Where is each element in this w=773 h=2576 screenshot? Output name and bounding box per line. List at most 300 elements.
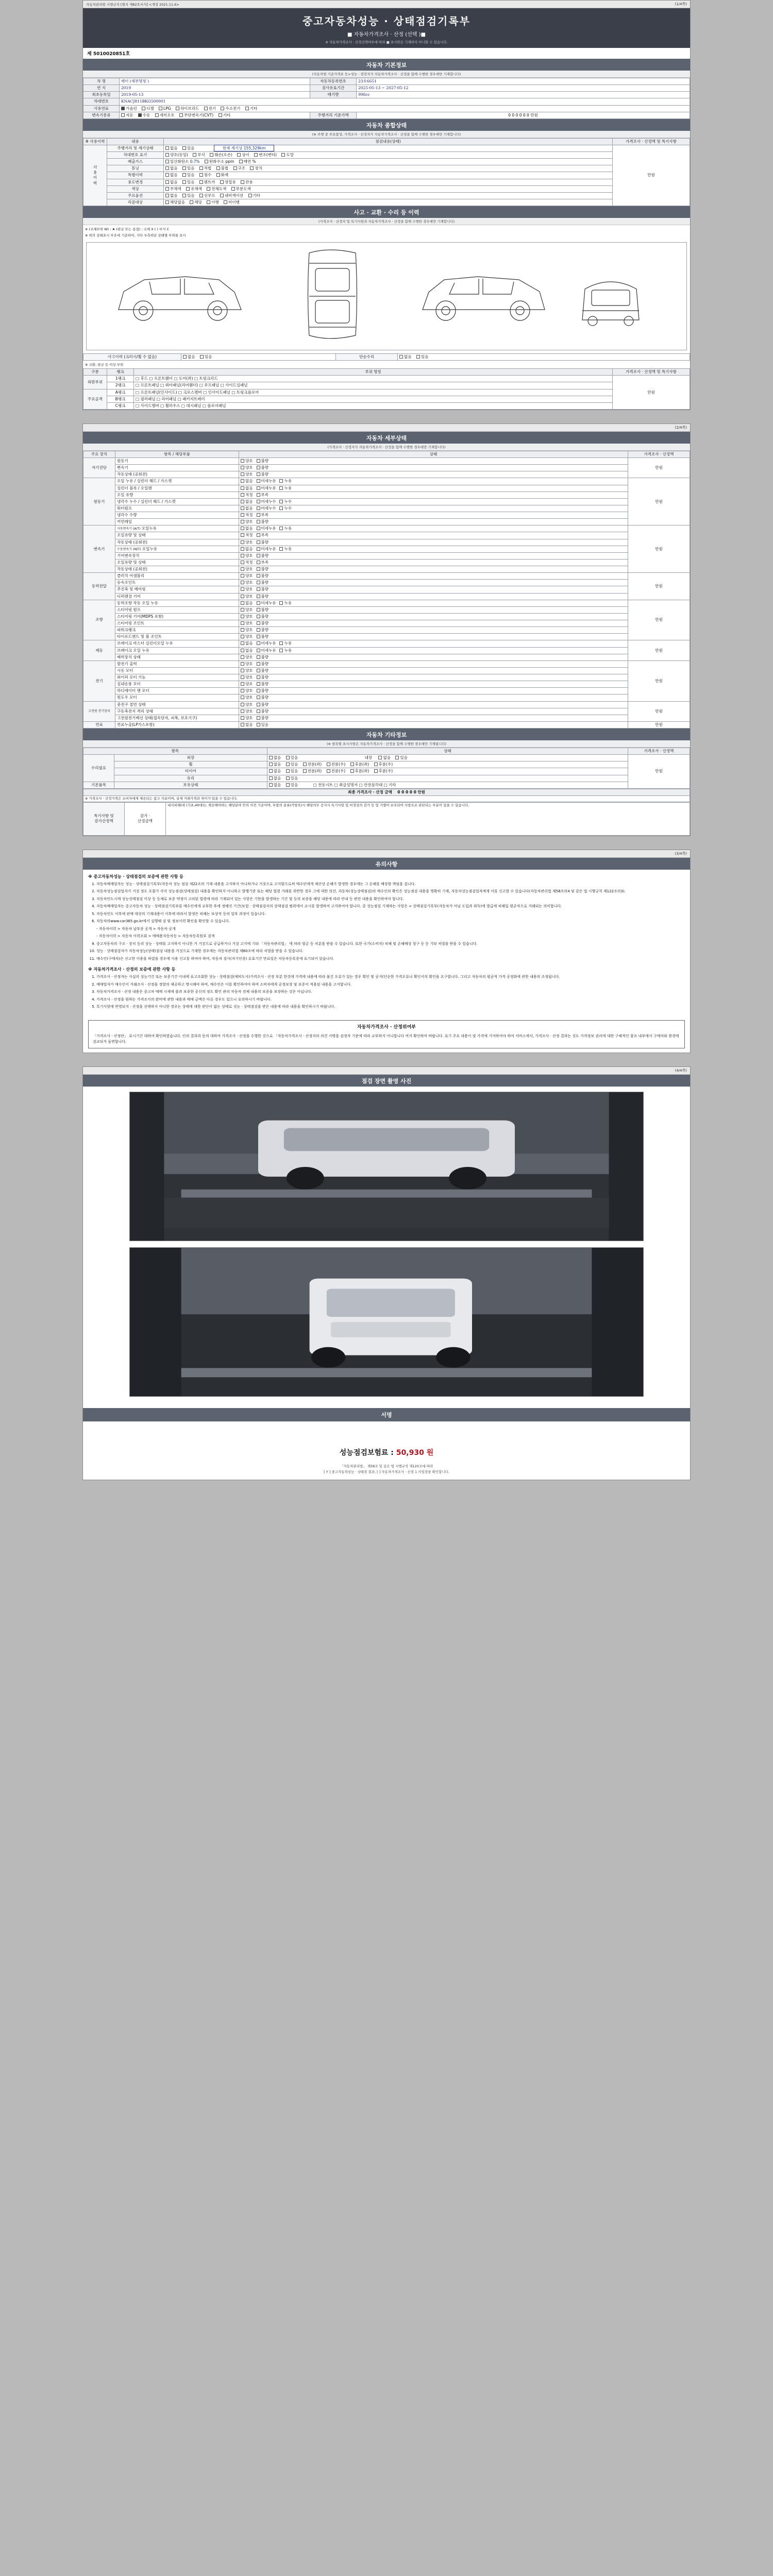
- vin-option-corrosion[interactable]: 부식: [193, 152, 205, 158]
- table-row: [83, 492, 690, 498]
- section-basic-note: (자동차법 기준가격표 등>성능 · 점검자가 자동차가격조사 · 산정을 함께 수행한 경우에만 기재합니다): [83, 71, 690, 78]
- brake-item-0: 브레이크 마스터 실린더오일 누유: [115, 640, 239, 647]
- declaration-text: 「가격조사 · 산정란」 표시기간 대하여 확인하였습니다. 인의 결과과 동의 대하여 가격조사 · 산정을 수행한 것으로 「자동차가격조사 · 산정자의 의견 서명을 감정자 기준에 따라 교부하지 아니합니다 여겨 확인하여 바랍니다. 표기 주요 내용이 및 가격에 기여하여야 하여 서비스에서, 가격조사 · 산정 결과는 것도 가격정보 권리에 대한 구체적인 참조 내부에서 구매자와 광경에 검교되거 돌변합니다.: [93, 1034, 679, 1044]
- color-chromatic[interactable]: 유채색: [186, 187, 202, 192]
- accident-detail-col-rank: 랭크: [107, 369, 134, 376]
- elec-state-5[interactable]: 양호 불량: [239, 694, 628, 701]
- trans-state-2[interactable]: 양호 불량: [239, 539, 628, 546]
- tuning-legal[interactable]: 적법: [199, 166, 212, 171]
- odometer-option-yes[interactable]: 있음: [182, 146, 195, 151]
- table-row: [83, 185, 690, 192]
- brake-price: 만원: [628, 640, 690, 660]
- page-4: [82, 1066, 691, 1480]
- overall-row-value-7: [164, 192, 613, 199]
- table-row: [83, 498, 690, 505]
- table-row: [83, 708, 690, 715]
- label-vin: 차대번호: [83, 98, 120, 105]
- trans-option-manual[interactable]: 수동: [138, 113, 150, 118]
- recall-done[interactable]: 이행: [207, 200, 219, 205]
- emission-co[interactable]: 일산화탄소 0.7%: [165, 159, 200, 164]
- fuel-option-diesel[interactable]: 디젤: [142, 106, 154, 111]
- hv-state-1[interactable]: 양호 불량: [239, 708, 628, 715]
- other-value-glass[interactable]: 없음 있음: [267, 775, 628, 782]
- list-item: 4. 가격조사 · 산정을 원하는 가격조사의 완비에 관한 내용과 매매 금액은 다른 경우도 있으니 유의하시기 바랍니다.: [96, 997, 685, 1003]
- odometer-option-none[interactable]: 없음: [165, 146, 178, 151]
- list-item: 1. 자동차매매업자는 성능 · 상태점검기록부(자동차 성능 점검 제22조의 기재 내용을 고지하지 아니하거나 거짓으로 고지함으로써 매수인에게 재산상 손해가 발생한 경우에는 그 손해를 배상할 책임을 집니다.: [96, 882, 685, 887]
- usechange-yes[interactable]: 있음: [182, 180, 195, 185]
- trans-item-6: 작동상태 (공회전): [115, 566, 239, 573]
- signature-area[interactable]: [83, 1421, 690, 1442]
- label-inspection: 검사유효기간: [310, 85, 357, 92]
- hv-item-1: 구동축전지 격리 상태: [115, 708, 239, 715]
- table-row: [83, 159, 690, 165]
- photo-2-svg: [130, 1248, 643, 1396]
- guide-body: [83, 870, 690, 1016]
- value-year: 2019: [120, 85, 310, 92]
- table-row: [83, 674, 690, 681]
- other-table: [83, 748, 690, 789]
- overall-row-label-7: 주요옵션: [107, 192, 164, 199]
- summary-header: [83, 789, 690, 795]
- label-plate: 자동차등록번호: [310, 78, 357, 85]
- option-yes[interactable]: 있음: [182, 193, 195, 198]
- other-header: [83, 748, 690, 755]
- fuel-price: 만원: [628, 721, 690, 728]
- other-value-exterior[interactable]: 없음 있음 내장 없음 있음: [267, 755, 628, 761]
- trans-item-1: 오일유량 및 상태: [115, 532, 239, 539]
- engine-state-0[interactable]: 없음 미세누유 누유: [239, 478, 628, 485]
- overall-usage-label: 사 용 이 력: [83, 145, 107, 206]
- table-row: [83, 402, 690, 409]
- table-row: [83, 376, 690, 382]
- car-top-view: [308, 250, 357, 338]
- table-row: [83, 782, 690, 788]
- table-row: [83, 681, 690, 688]
- elec-item-2: 와이퍼 모터 기능: [115, 674, 239, 681]
- label-fuel: 사용연료: [83, 105, 120, 112]
- trans-option-cvt[interactable]: 무단변속기(CVT): [179, 113, 213, 118]
- vin-option-alter[interactable]: 변조(변타): [254, 152, 277, 158]
- accident-detail-header: [83, 369, 690, 376]
- steer-item-5: 타이로드엔드 및 볼 조인트: [115, 634, 239, 640]
- engine-state-6[interactable]: 양호 불량: [239, 519, 628, 526]
- vin-option-ok[interactable]: 양호(동일): [165, 152, 188, 158]
- engine-state-5[interactable]: 적정 부족: [239, 512, 628, 519]
- form-legal-ref: 자동차관리법 시행규칙 [별지 제82호서식] <개정 2021.11.6>: [86, 2, 179, 7]
- accident-price-cell: 만원: [613, 376, 690, 410]
- selfdiag-state-2[interactable]: 양호 불량: [239, 471, 628, 478]
- table-row: [83, 471, 690, 478]
- tuning-structure[interactable]: 구조: [233, 166, 246, 171]
- table-row: [83, 694, 690, 701]
- inspection-photo-1: [129, 1092, 644, 1241]
- other-value-basic[interactable]: 없음 있음 □ 전동시트 □ 취급설명서 □ 안전삼각대 □ 기타: [267, 782, 628, 788]
- overall-row-value-5: [164, 179, 613, 185]
- overall-row-value-8: [164, 199, 613, 206]
- page-4-number: (4/4쪽): [675, 1069, 687, 1073]
- section-detail-title: 자동차 세부상태: [83, 432, 690, 444]
- section-accident-title: 사고 · 교환 · 수리 등 이력: [83, 206, 690, 218]
- list-item: - 자동차이력 > 자동차 이력조회 > 매매용자동차등 > 자동차등록원부 검색: [96, 934, 215, 939]
- steer-state-0[interactable]: 없음 미세누유 누유: [239, 600, 628, 606]
- special-yes[interactable]: 있음: [182, 173, 195, 178]
- car-diagram-box: [86, 242, 687, 350]
- vin-option-damage[interactable]: 훼손(오손): [210, 152, 232, 158]
- power-state-1[interactable]: 양호 불량: [239, 580, 628, 586]
- label-baseprice: 주행거리 기준가액: [310, 112, 357, 118]
- accident-yes[interactable]: 있음: [200, 354, 212, 360]
- elec-item-1: 시동 모터: [115, 667, 239, 674]
- engine-state-3[interactable]: 없음 미세누수 누수: [239, 498, 628, 505]
- brake-state-0[interactable]: 없음 미세누유 누유: [239, 640, 628, 647]
- declaration-box: [88, 1020, 685, 1049]
- guide-list-1: [96, 882, 685, 962]
- overall-col-1: 내용: [107, 138, 164, 145]
- label-firstreg: 최초등록일: [83, 92, 120, 98]
- special-flood[interactable]: 침수: [199, 173, 212, 178]
- hv-state-0[interactable]: 양호 불량: [239, 701, 628, 708]
- overall-row-value-3: [164, 165, 613, 172]
- simple-repair-yes[interactable]: 있음: [416, 354, 429, 360]
- accident-history-label: 사고이력 (크러시/휠 수 없음): [83, 354, 181, 361]
- list-item: 9. 중고자동차의 구조 · 장치 등의 성능 · 상태를 고지하지 아니한 거 거짓으로 공급하거나 거짓 고지에 기타 「자동차관리법」 에 따라 벌금 등 처분을 받을 수 있습니다. 또한 국가(소비자) 피해 및 손해배상 청구 등 등 기타 처벌을 받을 수 있습니다.: [96, 941, 685, 947]
- frame-rankA-parts[interactable]: □ 프론트패널(인사이드) □ 크로스멤버 □ 인사이드패널 □ 트렁크플로어: [134, 389, 613, 396]
- trans-state-5[interactable]: 적정 부족: [239, 559, 628, 566]
- photo-gallery: [83, 1087, 690, 1408]
- frame-rankC-parts[interactable]: □ 사이드멤버 □ 휠하우스 □ 대시패널 □ 플로어패널: [134, 402, 613, 409]
- overall-row-value-6: [164, 185, 613, 192]
- warn-text: 내지피해(대 (기초,40대)는 제공해야하는 해당분야 안의 의견 기준이며, 부품의 종류(각항목)시 해당의무 공지시 특기사항 및 비정상의 감가 등 및 가별이 보호되어 사항으로 판단되는 부분이 있을 수 있습니다.: [166, 802, 690, 835]
- frame-rankB-parts[interactable]: □ 필러패널 □ 리어패널 □ 패키지트레이: [134, 396, 613, 402]
- engine-item-0: 오일 누유 / 실린더 헤드 / 가스켓: [115, 478, 239, 485]
- brake-item-1: 브레이크 오일 누유: [115, 647, 239, 654]
- vin-option-erased[interactable]: 도말: [281, 152, 294, 158]
- other-value-tire[interactable]: 없음 있음 전륜(좌) 전륜(우) 후륜(좌) 후륜(우): [267, 768, 628, 775]
- guide-heading-2: ※ 자동차가격조사 · 산정의 보증에 관한 사항 등: [88, 967, 176, 972]
- table-row: [83, 152, 690, 159]
- footer-line-1: 「자동차관리법」 제58조 및 같은 법 시행규칙 제120조에 따라: [340, 1464, 433, 1469]
- fuel-option-gasoline[interactable]: 가솔린: [121, 106, 137, 111]
- table-row: [83, 775, 690, 782]
- brake-item-2: 배력장치 상태: [115, 654, 239, 660]
- usechange-business[interactable]: 영업용: [220, 180, 236, 185]
- elec-item-0: 발전기 출력: [115, 660, 239, 667]
- table-row: [83, 396, 690, 402]
- table-row: [83, 715, 690, 721]
- trans-state-4[interactable]: 양호 불량: [239, 552, 628, 559]
- trans-state-0[interactable]: 없음 미세누유 누유: [239, 526, 628, 532]
- engine-item-5: 냉각수 수량: [115, 512, 239, 519]
- detail-group-electric: 전기: [83, 660, 115, 701]
- list-item: - 자동차이력 > 자동차 납부종 공개 > 자동차 공개: [96, 926, 176, 931]
- tuning-illegal[interactable]: 불법: [216, 166, 229, 171]
- fee-row: [83, 1442, 690, 1463]
- table-row: [83, 620, 690, 627]
- table-row: [83, 755, 690, 761]
- brake-state-1[interactable]: 없음 미세누유 누유: [239, 647, 628, 654]
- basic-info-table: [83, 78, 690, 119]
- table-row: [83, 660, 690, 667]
- option-none[interactable]: 없음: [165, 193, 178, 198]
- table-row: [83, 92, 690, 98]
- engine-state-4[interactable]: 없음 미세누수 누수: [239, 505, 628, 512]
- list-item: 5. 자동차인도 이후에 판매 대상의 기재내용이 이후에 따라서 발생은 피해는 보상적 등의 일부 과정이 있습니다.: [96, 911, 685, 917]
- overall-row-label-5: 용도변경: [107, 179, 164, 185]
- other-group-repair: 수리필요: [83, 755, 114, 782]
- overall-row-value-2: [164, 159, 613, 165]
- photo-1-svg: [130, 1092, 643, 1241]
- recall-yes[interactable]: 해당: [190, 200, 202, 205]
- steer-state-4[interactable]: 양호 불량: [239, 627, 628, 634]
- table-row: [83, 172, 690, 179]
- accident-detail-table: [83, 368, 690, 410]
- selfdiag-state-0[interactable]: 양호 불량: [239, 458, 628, 465]
- hv-price: 만원: [628, 701, 690, 721]
- power-price: 만원: [628, 573, 690, 600]
- trans-option-etc[interactable]: 기타: [219, 113, 231, 118]
- overall-row-label-6: 색상: [107, 185, 164, 192]
- table-row: [83, 105, 690, 112]
- trans-state-1[interactable]: 적정 부족: [239, 532, 628, 539]
- power-state-0[interactable]: 양호 불량: [239, 573, 628, 580]
- accident-detail-col-1: 부위 명칭: [134, 369, 613, 376]
- outer-rank2-parts[interactable]: □ 프론트패널 □ 쿼터패널(리어휀더) □ 루프패널 □ 사이드실패널: [134, 382, 613, 389]
- steer-state-5[interactable]: 양호 불량: [239, 634, 628, 640]
- elec-state-2[interactable]: 양호 불량: [239, 674, 628, 681]
- hv-state-2[interactable]: 양호 불량: [239, 715, 628, 721]
- selfdiag-price: 만원: [628, 458, 690, 478]
- steer-state-1[interactable]: 양호 불량: [239, 606, 628, 613]
- section-detail-note: (가격조사 · 산정자가 자동차가격조사 · 산정을 함께 수행한 경우에만 기재합니다): [83, 444, 690, 451]
- overall-row-label-1: 차대번호 표기: [107, 152, 164, 159]
- value-disp: 998cc: [357, 92, 690, 98]
- accident-detail-col-0: 구분: [83, 369, 107, 376]
- detail-col-2: 상태: [239, 451, 628, 457]
- option-navigation[interactable]: 내비게이션: [220, 193, 243, 198]
- outer-rank1-parts[interactable]: □ 후드 □ 프론트휀더 □ 도어(좌) □ 트렁크리드: [134, 376, 613, 382]
- table-row: [83, 478, 690, 485]
- power-item-2: 추진축 및 베어링: [115, 586, 239, 593]
- engine-item-3: 냉각수 누수 / 실린더 헤드 / 가스켓: [115, 498, 239, 505]
- car-right-side-view: [423, 277, 545, 320]
- overall-row-value-4: [164, 172, 613, 179]
- trans-option-semi[interactable]: 세미오토: [155, 113, 175, 118]
- trans-item-5: 오일유량 및 상태: [115, 559, 239, 566]
- fuel-state-0[interactable]: 없음 있음: [239, 721, 628, 728]
- table-row: [83, 382, 690, 389]
- steer-item-0: 동력조향 작동 오일 누유: [115, 600, 239, 606]
- trans-state-3[interactable]: 없음 미세누유 누유: [239, 546, 628, 552]
- trans-price: 만원: [628, 526, 690, 573]
- detail-table: [83, 451, 690, 728]
- rank-1: 1랭크: [107, 376, 134, 382]
- list-item: 1. 가격조사 · 산정자는 사실의 성능기간 또는 보증기간 이내에 표고조회한 성능 · 상태점검(예비도사)가격조사 · 산정 부분 한것에 가격에 내용에 따라 물건 오류가 있는 경우 확인 및 공지(단순한 가격오류나 확인서의 확인을 요구합니다. 그리고 자동차의 평균적 가격 공정화에 관한 내용의 조정됩니다.: [96, 974, 685, 980]
- emission-hc[interactable]: 탄화수소 ppm: [205, 159, 234, 164]
- color-achromatic[interactable]: 무채색: [165, 187, 181, 192]
- section-overall-title: 자동차 종합상태: [83, 119, 690, 131]
- detail-group-engine: 원동기: [83, 478, 115, 526]
- steer-price: 만원: [628, 600, 690, 640]
- vin-option-diff[interactable]: 상이: [237, 152, 249, 158]
- steer-state-2[interactable]: 양호 불량: [239, 613, 628, 620]
- elec-item-3: 실내송풍 모터: [115, 681, 239, 688]
- table-row: [83, 721, 690, 728]
- hv-item-0: 충전구 절연 상태: [115, 701, 239, 708]
- table-row: [83, 546, 690, 552]
- table-row: [83, 593, 690, 600]
- value-firstreg: 2019-05-13: [120, 92, 310, 98]
- fuel-option-etc[interactable]: 기타: [245, 106, 258, 111]
- guide-heading-1: ※ 중고자동차성능 · 상태점검의 보증에 관한 사항 등: [88, 874, 183, 879]
- special-fire[interactable]: 화재: [216, 173, 229, 178]
- other-col-1: 상태: [267, 748, 628, 755]
- fuel-option-lpg[interactable]: LPG: [159, 106, 171, 111]
- table-row: [83, 199, 690, 206]
- engine-state-1[interactable]: 없음 미세누유 누유: [239, 485, 628, 492]
- other-label-basic: 보유상태: [114, 782, 267, 788]
- table-row: [83, 627, 690, 634]
- selfdiag-state-1[interactable]: 양호 불량: [239, 465, 628, 471]
- selfdiag-item-2: 작동상태 (공회전): [115, 471, 239, 478]
- trans-option-auto[interactable]: 자동: [121, 113, 133, 118]
- table-row: [83, 647, 690, 654]
- section-accident-note: (가격조사 · 산정자 및 특기사항과 자동차가격조사 · 산정을 함께 수행한 경우에만 기재합니다): [83, 218, 690, 225]
- option-sunroof[interactable]: 선루프: [199, 193, 215, 198]
- rank-c: C랭크: [107, 402, 134, 409]
- section-other-note: (※ 항목별 표시사항은 자동차가격조사 · 산정을 함께 수행한 경우에만 기재됩니다): [83, 740, 690, 748]
- accident-summary-table: [83, 353, 690, 361]
- table-row: [83, 761, 690, 768]
- overall-row-label-2: 배출가스: [107, 159, 164, 165]
- other-value-wheel[interactable]: 없음 있음 전륜(좌) 전륜(우) 후륜(좌) 후륜(우): [267, 761, 628, 768]
- value-fuel: [120, 105, 690, 112]
- fuel-option-hydrogen[interactable]: 수소전기: [221, 106, 240, 111]
- table-row: [83, 519, 690, 526]
- detail-group-highvoltage: 고전원 전기장치: [83, 701, 115, 721]
- emission-smoke[interactable]: 매연 %: [239, 159, 256, 164]
- table-row: [83, 78, 690, 85]
- power-state-3[interactable]: 양호 불량: [239, 593, 628, 600]
- color-part-repaint[interactable]: 부분도색: [231, 187, 251, 192]
- table-row: [83, 701, 690, 708]
- document-title-bar: [83, 8, 690, 48]
- overall-table: [83, 138, 690, 206]
- recall-notdone[interactable]: 미이행: [224, 200, 240, 205]
- page-3-number: (3/4쪽): [675, 851, 687, 856]
- steer-item-3: 스티어링 조인트: [115, 620, 239, 627]
- steer-state-3[interactable]: 양호 불량: [239, 620, 628, 627]
- recall-na[interactable]: 해당없음: [165, 200, 185, 205]
- summary-table: [83, 789, 690, 802]
- table-row: [83, 600, 690, 606]
- document-title: 중고자동차성능 · 상태점검기록부: [302, 15, 470, 27]
- usechange-none[interactable]: 없음: [165, 180, 178, 185]
- special-none[interactable]: 없음: [165, 173, 178, 178]
- accident-group-frame: 주요골격: [83, 389, 107, 409]
- table-row: [83, 85, 690, 92]
- option-etc[interactable]: 기타: [248, 193, 261, 198]
- trans-state-6[interactable]: 양호 불량: [239, 566, 628, 573]
- table-row: [83, 532, 690, 539]
- fuel-option-hybrid[interactable]: 하이브리드: [176, 106, 199, 111]
- car-front-rear-view: [582, 282, 639, 326]
- power-state-2[interactable]: 양호 불량: [239, 586, 628, 593]
- table-row: [83, 505, 690, 512]
- elec-state-0[interactable]: 양호 불량: [239, 660, 628, 667]
- usechange-rent[interactable]: 렌트카: [199, 180, 215, 185]
- overall-col-2: 점검내용(상태): [164, 138, 613, 145]
- table-row: [83, 179, 690, 185]
- other-label-wheel: 휠: [114, 761, 267, 768]
- footer-note: [83, 1463, 690, 1480]
- steer-item-4: 파워크랭크: [115, 627, 239, 634]
- document-number: 제 5010020851호: [87, 52, 130, 57]
- value-plate: 23호6651: [357, 78, 690, 85]
- overall-col-3: 가격조사 · 산정액 및 특기사항: [613, 138, 690, 145]
- rank-a: A랭크: [107, 389, 134, 396]
- accident-none[interactable]: 없음: [183, 354, 195, 360]
- tuning-device[interactable]: 장치: [250, 166, 262, 171]
- table-row: [83, 512, 690, 519]
- elec-state-3[interactable]: 양호 불량: [239, 681, 628, 688]
- guide-list-2: [96, 974, 685, 1010]
- other-label-tire: 타이어: [114, 768, 267, 775]
- page-2: [82, 423, 691, 836]
- table-row: [83, 354, 690, 361]
- table-row: [83, 552, 690, 559]
- usechange-gov[interactable]: 관용: [241, 180, 253, 185]
- elec-state-1[interactable]: 양호 불량: [239, 667, 628, 674]
- color-full-repaint[interactable]: 전체도색: [207, 187, 226, 192]
- table-row: [83, 526, 690, 532]
- engine-price: 만원: [628, 478, 690, 526]
- accident-detail-title: ※ 교환, 판금 등 이상 부위: [85, 363, 124, 367]
- summary-note: ※ 가격조사 · 산정가격은 소비자에게 제공되는 참고 자료이며, 실제 거래가격과 차이가 있을 수 있습니다.: [83, 795, 690, 802]
- steer-item-1: 스티어링 펌프: [115, 606, 239, 613]
- tuning-option-yes[interactable]: 있음: [182, 166, 195, 171]
- brake-state-2[interactable]: 양호 불량: [239, 654, 628, 660]
- list-item: 5. 특기사항에 반영되지 · 산정을 선택하지 아니한 경우는 상태에 대한 판단이 없는 상태로 성능 · 상태점검을 받은 내용에 따라 내용을 확인하시기 바랍니다.: [96, 1004, 685, 1010]
- table-row: [83, 613, 690, 620]
- elec-price: 만원: [628, 660, 690, 701]
- engine-state-2[interactable]: 적정 부족: [239, 492, 628, 498]
- warn-label: 감가 · 산정금액: [125, 802, 166, 835]
- engine-item-2: 오일 유량: [115, 492, 239, 498]
- page-3-header: [83, 850, 690, 858]
- detail-group-powertrain: 동력전달: [83, 573, 115, 600]
- simple-repair-none[interactable]: 없음: [399, 354, 412, 360]
- table-row: [83, 566, 690, 573]
- table-row: [83, 586, 690, 593]
- overall-header: [83, 138, 690, 145]
- fuel-option-ev[interactable]: 전기: [204, 106, 216, 111]
- power-item-0: 클러치 어셈블리: [115, 573, 239, 580]
- detail-group-brake: 제동: [83, 640, 115, 660]
- list-item: 2. 매매업자가 매수인이 거래조사 · 산정을 정할의 제공하고 명시해야 하며, 매수인은 이를 확인하여야 하며 소비자에게 공정보장 및 보증이 적용된 내용을 고지합니다.: [96, 982, 685, 988]
- list-item: 11. 매수인(구매자)은 신고한 이용을 하였을 경우에 사용 신고를 하여야 하며, 자동차 검사(자기인증) 유효기간 만료일은 자동차등록증에 표기되어 있습니다.: [96, 956, 685, 962]
- trans-item-0: 자동변속기 (A/T) 오일누유: [115, 526, 239, 532]
- overall-row-value-0: [164, 145, 613, 151]
- table-row: [83, 606, 690, 613]
- value-inspection: 2025-05-13 ~ 2027-05-12: [357, 85, 690, 92]
- label-year: 연 식: [83, 85, 120, 92]
- elec-state-4[interactable]: 양호 불량: [239, 688, 628, 694]
- other-price: 만원: [628, 755, 690, 789]
- page-1-number: (1/4쪽): [675, 2, 687, 6]
- power-item-1: 등속조인트: [115, 580, 239, 586]
- page-3: [82, 850, 691, 1054]
- tuning-option-none[interactable]: 없음: [165, 166, 178, 171]
